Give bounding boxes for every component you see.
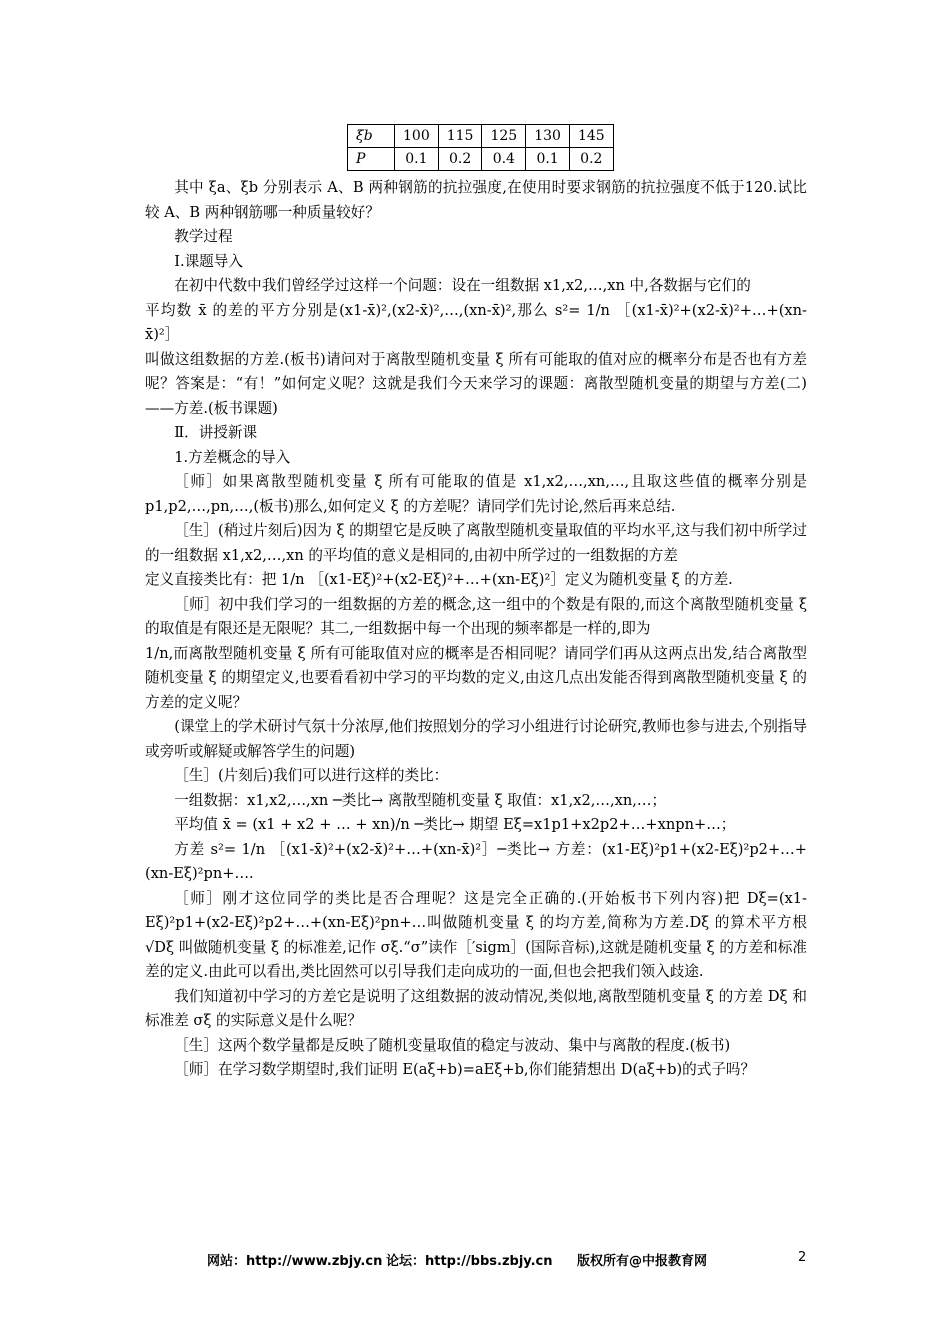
paragraph: ［师］刚才这位同学的类比是否合理呢？这是完全正确的.(开始板书下列内容)把 Dξ=(x1-Eξ)²p1+(x2-Eξ)²p2+…+(xn-Eξ)²pn+…叫做随机变量 ξ 的均方差,简称为方差.Dξ 的算术平方根 √Dξ 叫做随机变量 ξ 的标准差,记作 σξ.“σ”读作［′sigm］(国际音标),这就是随机变量 ξ 的方差和标准差的定义.由此可以看出,类比固然可以引导我们走向成功的一面,但也会把我们领入歧途. (145, 889, 807, 980)
probability-table (347, 124, 614, 171)
table-cell: 115 (438, 125, 482, 148)
paragraph: ［师］初中我们学习的一组数据的方差的概念,这一组中的个数是有限的,而这个离散型随机变量 ξ 的取值是有限还是无限呢？其二,一组数据中每一个出现的频率都是一样的,即为 (145, 595, 807, 637)
paragraph: 其中 ξa、ξb 分别表示 A、B 两种钢筋的抗拉强度,在使用时要求钢筋的抗拉强度不低于120.试比较 A、B 两种钢筋哪一种质量较好？ (145, 179, 807, 221)
table-cell: 0.2 (438, 148, 482, 171)
section-heading: I.课题导入 (174, 252, 243, 270)
table-header-p: P (348, 148, 395, 171)
table-cell: 0.4 (482, 148, 526, 171)
footer-website-link[interactable]: 网站：http://www.zbjy.cn (207, 1254, 383, 1269)
paragraph: 我们知道初中学习的方差它是说明了这组数据的波动情况,类似地,离散型随机变量 ξ 的方差 Dξ 和标准差 σξ 的实际意义是什么呢？ (145, 987, 807, 1029)
analogy-line: 一组数据：x1,x2,…,xn ─类比→ 离散型随机变量 ξ 取值：x1,x2,…,xn,…； (174, 791, 667, 809)
section-heading: 1.方差概念的导入 (174, 448, 291, 466)
section-heading: Ⅱ．讲授新课 (174, 424, 258, 441)
analogy-line: 方差 s²= 1/n ［(x1-x̄)²+(x2-x̄)²+…+(xn-x̄)²］─类比→ 方差：(x1-Eξ)²p1+(x2-Eξ)²p2+…+(xn-Eξ)²pn+…. (145, 840, 807, 882)
table-cell: 0.1 (395, 148, 439, 171)
paragraph: 叫做这组数据的方差.(板书)请问对于离散型随机变量 ξ 所有可能取的值对应的概率分布是否也有方差呢？答案是：“有！”如何定义呢？这就是我们今天来学习的课题：离散型随机变量的期望与方差(二)——方差.(板书课题) (145, 350, 807, 417)
analogy-line: 平均值 x̄ = (x1 + x2 + … + xn)/n ─类比→ 期望 Eξ=x1p1+x2p2+…+xnpn+…； (174, 816, 736, 833)
paragraph: ［生］这两个数学量都是反映了随机变量取值的稳定与波动、集中与离散的程度.(板书) (174, 1036, 731, 1054)
document-body (145, 176, 807, 1083)
paragraph: 1/n,而离散型随机变量 ξ 所有可能取值对应的概率是否相同呢？请同学们再从这两点出发,结合离散型随机变量 ξ 的期望定义,也要看看初中学习的平均数的定义,由这几点出发能否得到离散型随机变量 ξ 的方差的定义呢？ (145, 644, 807, 711)
table-header-xi-b: ξb (348, 125, 395, 148)
table-cell: 0.2 (569, 148, 613, 171)
formula-line: 定义直接类比有：把 1/n ［(x1-Eξ)²+(x2-Eξ)²+…+(xn-Eξ)²］定义为随机变量 ξ 的方差. (145, 571, 733, 588)
paragraph: (课堂上的学术研讨气氛十分浓厚,他们按照划分的学习小组进行讨论研究,教师也参与进去,个别指导或旁听或解疑或解答学生的问题) (145, 718, 807, 760)
table-row (348, 125, 614, 148)
table-cell: 0.1 (526, 148, 570, 171)
page-number: 2 (798, 1250, 807, 1265)
table-cell: 100 (395, 125, 439, 148)
paragraph: 在初中代数中我们曾经学过这样一个问题：设在一组数据 x1,x2,…,xn 中,各数据与它们的 (174, 277, 751, 294)
paragraph: ［师］在学习数学期望时,我们证明 E(aξ+b)=aEξ+b,你们能猜想出 D(aξ+b)的式子吗？ (174, 1061, 756, 1078)
table-cell: 145 (569, 125, 613, 148)
paragraph: ［生］(片刻后)我们可以进行这样的类比： (174, 767, 449, 784)
paragraph: ［师］如果离散型随机变量 ξ 所有可能取的值是 x1,x2,…,xn,…,且取这些值的概率分别是 p1,p2,…,pn,…,(板书)那么,如何定义 ξ 的方差呢？请同学们先讨论,然后再来总结. (145, 473, 807, 515)
footer-forum-link[interactable]: 论坛：http://bbs.zbjy.cn (386, 1254, 553, 1269)
paragraph: ［生］(稍过片刻后)因为 ξ 的期望它是反映了离散型随机变量取值的平均水平,这与我们初中所学过的一组数据 x1,x2,…,xn 的平均值的意义是相同的,由初中所学过的一组数据的方差 (145, 522, 807, 564)
table-row (348, 148, 614, 171)
table-cell: 130 (526, 125, 570, 148)
table-cell: 125 (482, 125, 526, 148)
footer-copyright: 版权所有@中报教育网 (577, 1254, 708, 1269)
section-heading: 教学过程 (174, 228, 233, 245)
formula-line: 平均数 x̄ 的差的平方分别是(x1-x̄)²,(x2-x̄)²,…,(xn-x̄)²,那么 s²= 1/n ［(x1-x̄)²+(x2-x̄)²+…+(xn-x̄)²］ (145, 301, 807, 343)
